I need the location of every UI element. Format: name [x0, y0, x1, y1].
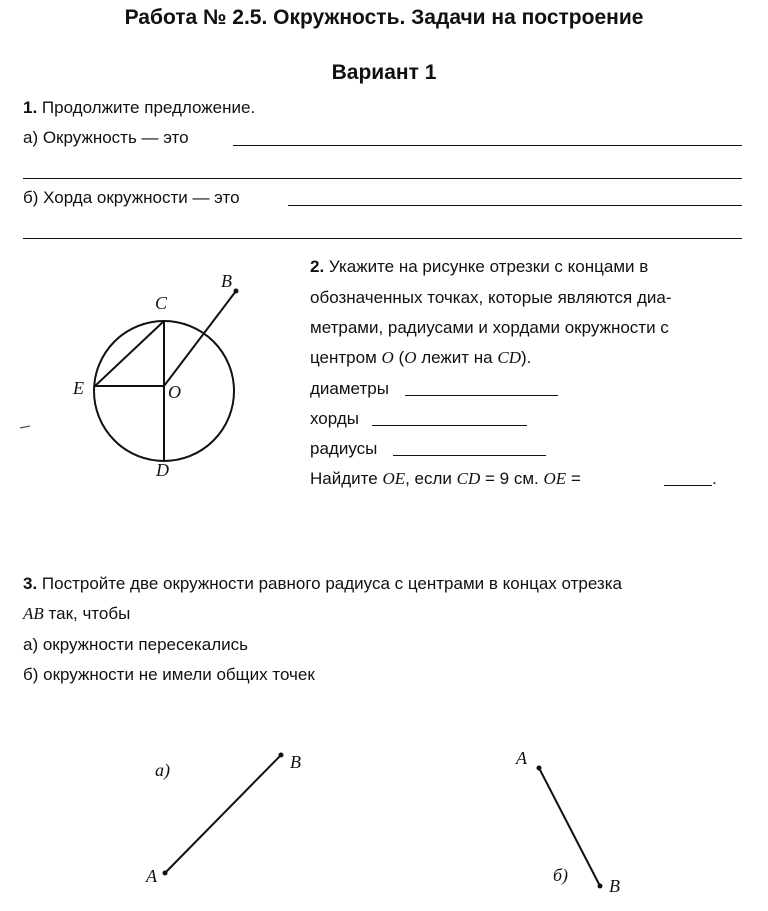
segment-ab-a [165, 755, 281, 873]
task2-line4-prefix: центром [310, 348, 377, 367]
center-letter: O [381, 348, 394, 367]
label-b: B [221, 271, 232, 291]
task2-line4-mid: лежит на [421, 348, 493, 367]
center-letter-2: O [404, 348, 417, 367]
label-b-left: B [290, 752, 301, 772]
task1-a-text: а) Окружность — это [23, 128, 189, 147]
label-o: O [168, 382, 181, 402]
task1-number: 1. [23, 98, 38, 117]
task2-number: 2. [310, 257, 325, 276]
point-a-right [537, 766, 542, 771]
segment-ab-b [539, 768, 600, 886]
figure-label-b: б) [553, 865, 569, 885]
variant-title: Вариант 1 [331, 61, 437, 84]
task3-a: а) окружности пересекались [23, 635, 248, 654]
radii-label: радиусы [310, 439, 378, 458]
diameters-label: диаметры [310, 379, 389, 398]
figure-label-a: а) [155, 760, 170, 780]
oe-label-2: OE [543, 469, 567, 488]
label-a-right: A [516, 748, 527, 768]
point-b-left [279, 753, 284, 758]
segment-cd-label: CD [497, 348, 521, 367]
page-title: Работа № 2.5. Окружность. Задачи на построение [124, 6, 644, 29]
oe-label: OE [382, 469, 406, 488]
label-e: E [73, 378, 84, 398]
find-eq: = 9 см. [485, 469, 539, 488]
task1-b-text: б) Хорда окружности — это [23, 188, 240, 207]
cd-label: CD [456, 469, 481, 488]
ab-label: AB [23, 604, 44, 623]
task1-prompt: Продолжите предложение. [41, 98, 256, 117]
paren-open: ( [398, 348, 405, 367]
find-prefix: Найдите [310, 469, 378, 488]
task3-line2-rest: так, чтобы [48, 604, 131, 623]
label-b-right: B [609, 876, 620, 896]
task2-line2: обозначенных точках, которые являются диа- [310, 288, 672, 307]
point-b-right [598, 884, 603, 889]
task3-b: б) окружности не имели общих точек [23, 665, 315, 684]
end-dot: . [712, 469, 717, 488]
label-a-left: A [146, 866, 157, 886]
chords-label: хорды [310, 409, 359, 428]
find-eq2: = [570, 469, 581, 488]
point-a-left [163, 871, 168, 876]
task3-line1-text: Постройте две окружности равного радиуса с центрами в концах отрезка [41, 574, 622, 593]
label-d: D [156, 460, 169, 480]
label-c: C [155, 293, 168, 313]
find-mid: , если [405, 469, 452, 488]
task3-number: 3. [23, 574, 38, 593]
paren-close: ). [520, 348, 532, 367]
task2-line1-text: Укажите на рисунке отрезки с концами в [328, 257, 649, 276]
task2-line3: метрами, радиусами и хордами окружности с [310, 318, 669, 337]
